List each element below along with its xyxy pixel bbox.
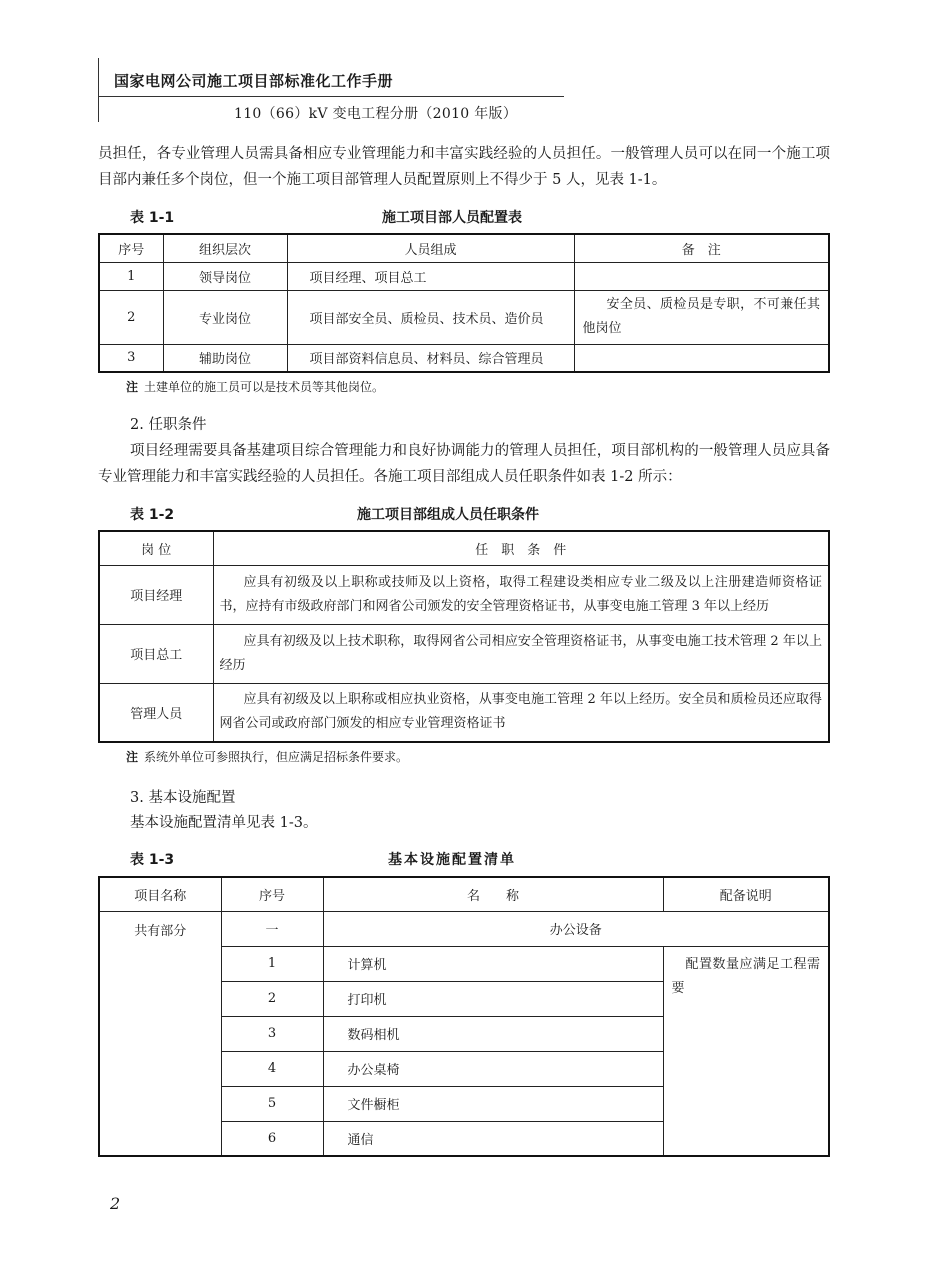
table3-header-cell: 配备说明 <box>663 877 829 911</box>
table3-header-cell: 名 称 <box>323 877 663 911</box>
note-label: 注 <box>126 380 139 394</box>
table1-cell: 项目经理、项目总工 <box>287 262 574 290</box>
section2-paragraph: 项目经理需要具备基建项目综合管理能力和良好协调能力的管理人员担任，项目部机构的一般管理人员应具备专业管理能力和丰富实践经验的人员担任。各施工项目部组成人员任职条件如表 1-2 所示： <box>98 443 830 485</box>
table3-item-name: 文件橱柜 <box>323 1086 663 1121</box>
table3-remark: 配置数量应满足工程需要 <box>663 946 829 1156</box>
table3-header-row <box>99 877 829 911</box>
note-text: 系统外单位可参照执行，但应满足招标条件要求。 <box>144 750 409 764</box>
table1-label: 表 1-1 <box>130 210 175 226</box>
table3-header-cell: 序号 <box>221 877 323 911</box>
table1-title: 施工项目部人员配置表 <box>382 210 522 226</box>
table3-group-no: 一 <box>221 911 323 946</box>
table3-item-name: 办公桌椅 <box>323 1051 663 1086</box>
table2-label: 表 1-2 <box>130 507 175 523</box>
table2-header-cell: 岗 位 <box>99 531 213 565</box>
table2-header-cell: 任 职 条 件 <box>213 531 829 565</box>
table1-header-row <box>99 234 829 262</box>
table1-cell: 项目部资料信息员、材料员、综合管理员 <box>287 344 574 372</box>
table3-item-name: 打印机 <box>323 981 663 1016</box>
table2-cell: 项目经理 <box>99 565 213 624</box>
table2 <box>98 530 830 743</box>
table-row <box>99 344 829 372</box>
table2-cell: 应具有初级及以上技术职称，取得网省公司相应安全管理资格证书，从事变电施工技术管理 2 年以上经历 <box>213 624 829 683</box>
table1-cell: 安全员、质检员是专职，不可兼任其他岗位 <box>574 290 829 344</box>
table1-cell: 领导岗位 <box>163 262 287 290</box>
table2-header-row <box>99 531 829 565</box>
table1-cell: 辅助岗位 <box>163 344 287 372</box>
section2-heading: 2. 任职条件 <box>130 417 207 433</box>
table1-cell: 2 <box>99 290 163 344</box>
section3-heading: 3. 基本设施配置 <box>130 790 236 806</box>
note-label: 注 <box>126 750 139 764</box>
table1-header-cell: 人员组成 <box>287 234 574 262</box>
table2-cell: 应具有初级及以上职称或技师及以上资格，取得工程建设类相应专业二级及以上注册建造师资格证书，应持有市级政府部门和网省公司颁发的安全管理资格证书，从事变电施工管理 3 年以上经历 <box>213 565 829 624</box>
header-vertical-rule <box>98 58 99 122</box>
table3-item-name: 计算机 <box>323 946 663 981</box>
table3-label: 表 1-3 <box>130 852 175 868</box>
table3-item-name: 数码相机 <box>323 1016 663 1051</box>
table2-cell: 管理人员 <box>99 683 213 742</box>
table3-group-name: 共有部分 <box>99 911 221 1156</box>
note-text: 土建单位的施工员可以是技术员等其他岗位。 <box>144 380 385 394</box>
table3-title: 基本设施配置清单 <box>388 852 516 868</box>
table1 <box>98 233 830 373</box>
table1-header-cell: 组织层次 <box>163 234 287 262</box>
table3-item-no: 2 <box>221 981 323 1016</box>
table-row <box>99 683 829 742</box>
table1-note <box>126 378 384 395</box>
table2-note <box>126 748 408 765</box>
table1-cell <box>574 344 829 372</box>
table2-cell: 项目总工 <box>99 624 213 683</box>
table1-header-cell: 备 注 <box>574 234 829 262</box>
table-row <box>99 262 829 290</box>
header-subtitle: 110（66）kV 变电工程分册（2010 年版） <box>234 106 518 122</box>
table-row <box>99 624 829 683</box>
table-row <box>99 911 829 946</box>
table3-header-cell: 项目名称 <box>99 877 221 911</box>
table3-item-no: 5 <box>221 1086 323 1121</box>
table1-cell: 专业岗位 <box>163 290 287 344</box>
table1-cell <box>574 262 829 290</box>
table3 <box>98 876 830 1157</box>
table1-cell: 3 <box>99 344 163 372</box>
header-title: 国家电网公司施工项目部标准化工作手册 <box>114 72 394 90</box>
intro-paragraph: 员担任，各专业管理人员需具备相应专业管理能力和丰富实践经验的人员担任。一般管理人员可以在同一个施工项目部内兼任多个岗位，但一个施工项目部管理人员配置原则上不得少于 5 人，见表 1-1。 <box>98 146 830 188</box>
table1-cell: 1 <box>99 262 163 290</box>
table3-item-no: 1 <box>221 946 323 981</box>
table3-item-no: 3 <box>221 1016 323 1051</box>
table3-group-title: 办公设备 <box>323 911 829 946</box>
table1-header-cell: 序号 <box>99 234 163 262</box>
table-row <box>99 565 829 624</box>
table3-item-no: 4 <box>221 1051 323 1086</box>
table2-title: 施工项目部组成人员任职条件 <box>357 507 539 523</box>
table1-cell: 项目部安全员、质检员、技术员、造价员 <box>287 290 574 344</box>
table2-cell: 应具有初级及以上职称或相应执业资格，从事变电施工管理 2 年以上经历。安全员和质检员还应取得网省公司或政府部门颁发的相应专业管理资格证书 <box>213 683 829 742</box>
table3-item-name: 通信 <box>323 1121 663 1156</box>
table-row <box>99 290 829 344</box>
page-number: 2 <box>110 1194 121 1213</box>
header-horizontal-rule <box>98 96 564 97</box>
section3-paragraph: 基本设施配置清单见表 1-3。 <box>130 815 318 831</box>
table3-item-no: 6 <box>221 1121 323 1156</box>
